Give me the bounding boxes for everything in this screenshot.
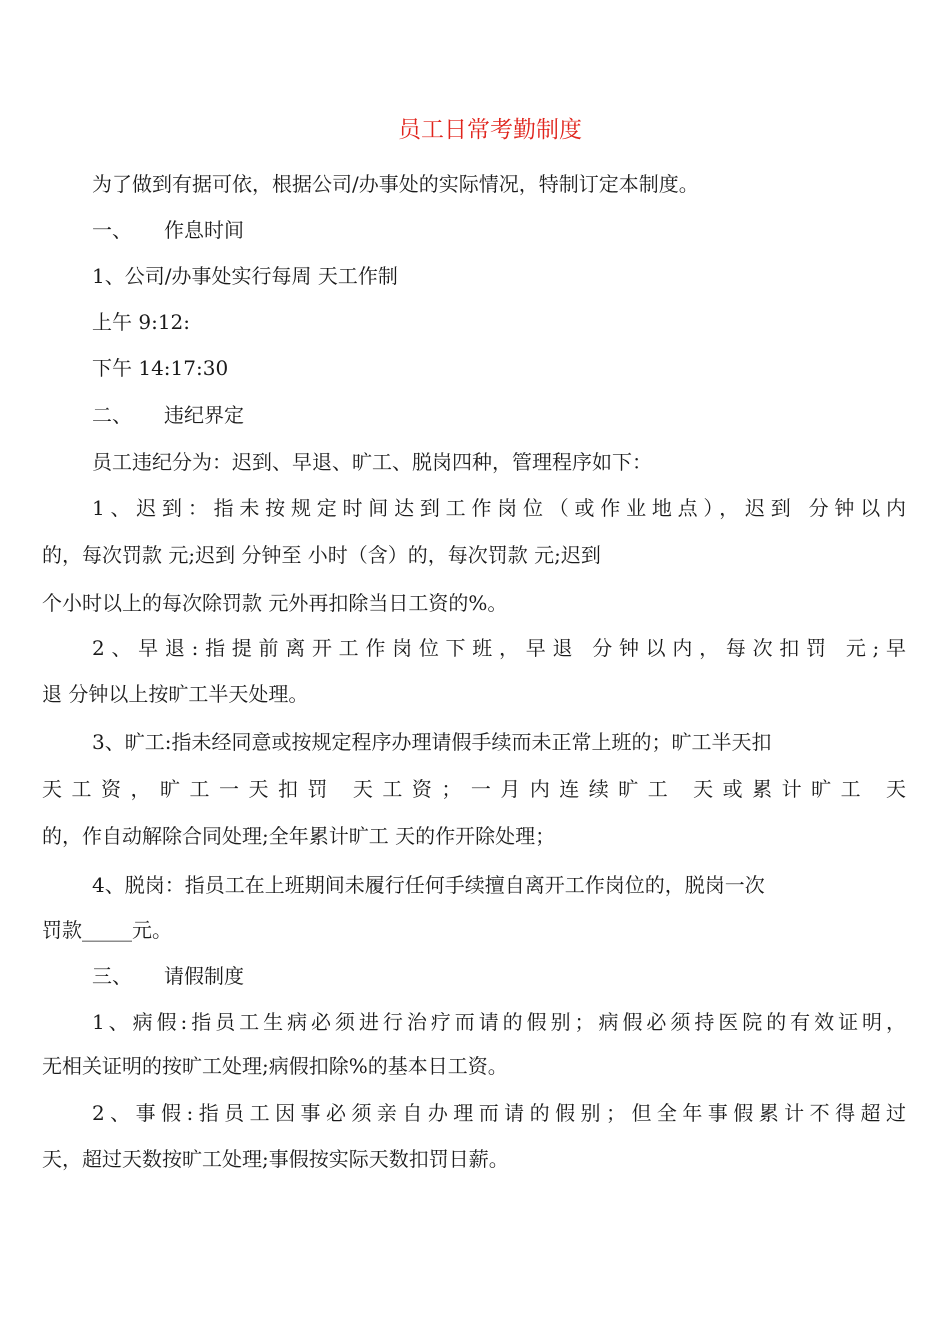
section-title: 作息时间 — [164, 218, 244, 242]
morning-hours: 上午 9:12: — [92, 310, 191, 334]
absence-clause-line-1: 3、旷工:指未经同意或按规定程序办理请假手续而未正常上班的；旷工半天扣 — [92, 730, 772, 754]
personal-leave-clause-line-2: 天，超过天数按旷工处理;事假按实际天数扣罚日薪。 — [42, 1147, 509, 1171]
personal-leave-clause-line-1: 2、事假:指员工因事必须亲自办理而请的假别；但全年事假累计不得超过 — [92, 1101, 906, 1125]
afternoon-hours: 下午 14:17:30 — [92, 356, 229, 380]
early-leave-clause-line-1: 2、早退:指提前离开工作岗位下班，早退 分钟以内，每次扣罚 元;早 — [92, 636, 906, 660]
section-number: 一、 — [92, 218, 132, 242]
off-post-clause-line-1: 4、脱岗：指员工在上班期间未履行任何手续擅自离开工作岗位的，脱岗一次 — [92, 873, 765, 897]
section-title: 请假制度 — [164, 964, 244, 988]
section-number: 三、 — [92, 964, 132, 988]
absence-clause-line-2: 天工资，旷工一天扣罚 天工资；一月内连续旷工 天或累计旷工 天 — [42, 777, 906, 801]
section-title: 违纪界定 — [164, 403, 244, 427]
section-heading-1 — [92, 216, 244, 244]
section-heading-2 — [92, 401, 244, 429]
late-clause-line-1: 1、迟到：指未按规定时间达到工作岗位（或作业地点），迟到 分钟以内 — [92, 496, 906, 520]
sick-leave-clause-line-2: 无相关证明的按旷工处理;病假扣除%的基本日工资。 — [42, 1054, 508, 1078]
late-clause-line-2: 的，每次罚款 元;迟到 分钟至 小时（含）的，每次罚款 元;迟到 — [42, 543, 601, 567]
late-clause-line-3: 个小时以上的每次除罚款 元外再扣除当日工资的%。 — [42, 591, 508, 615]
section-number: 二、 — [92, 403, 132, 427]
intro-paragraph: 为了做到有据可依，根据公司/办事处的实际情况，特制订定本制度。 — [92, 172, 699, 196]
work-schedule-item: 1、公司/办事处实行每周 天工作制 — [92, 264, 398, 288]
section-heading-3 — [92, 962, 244, 990]
absence-clause-line-3: 的，作自动解除合同处理;全年累计旷工 天的作开除处理； — [42, 824, 556, 848]
violation-intro: 员工违纪分为：迟到、早退、旷工、脱岗四种，管理程序如下： — [92, 450, 652, 474]
off-post-clause-line-2: 罚款_____元。 — [42, 918, 172, 942]
early-leave-clause-line-2: 退 分钟以上按旷工半天处理。 — [42, 682, 309, 706]
document-title: 员工日常考勤制度 — [398, 117, 582, 143]
sick-leave-clause-line-1: 1、病假:指员工生病必须进行治疗而请的假别；病假必须持医院的有效证明， — [92, 1010, 906, 1034]
